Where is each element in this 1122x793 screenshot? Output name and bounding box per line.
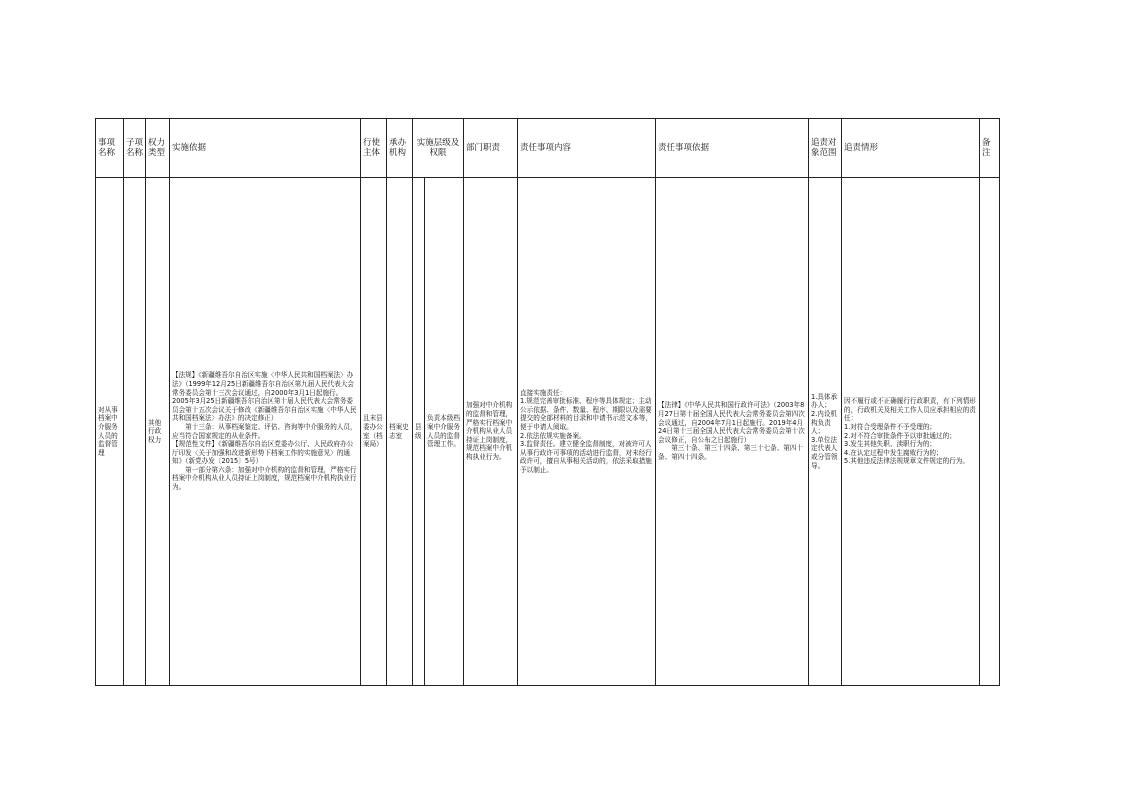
- header-resp-basis: 责任事项依据: [656, 119, 809, 178]
- cell-level-authority: 负责本级档案中介服务人员的监督管理工作。: [425, 178, 464, 686]
- power-responsibility-table: [95, 118, 1000, 686]
- header-remark: 备注: [980, 119, 1000, 178]
- cell-level-tier: 县级: [413, 178, 425, 686]
- cell-subject: 且末县委办公室（档案局）: [361, 178, 387, 686]
- cell-dept-duty: 加强对中介机构的监督和管理，严格实行档案中介机构从业人员持证上岗制度，规范档案中介机构执业行为。: [464, 178, 518, 686]
- table-row: [96, 178, 1000, 686]
- header-subject: 行使主体: [361, 119, 387, 178]
- responsibility-table-sheet: [95, 118, 999, 687]
- header-sub-item: 子项名称: [124, 119, 146, 178]
- header-resp-content: 责任事项内容: [518, 119, 656, 178]
- header-agency: 承办机构: [387, 119, 413, 178]
- header-item-name: 事项名称: [96, 119, 124, 178]
- cell-item-name: 对从事档案中介服务人员的监督管理: [96, 178, 124, 686]
- cell-sub-item: [124, 178, 146, 686]
- cell-remark: [980, 178, 1000, 686]
- header-dept-duty: 部门职责: [464, 119, 518, 178]
- cell-power-type: 其他行政权力: [146, 178, 170, 686]
- cell-resp-basis: 【法律】《中华人民共和国行政许可法》（2003年8月27日第十届全国人民代表大会常务委员会第四次会议通过，自2004年7月1日起施行。2019年4月24日第十三届全国人民代表大会常务委员会第十次会议修正，自公布之日起施行） 第三十条、第三十四条、第三十七条、第四十条、第四十四条。: [656, 178, 809, 686]
- header-level: 实施层级及权限: [413, 119, 464, 178]
- header-row: [96, 119, 1000, 178]
- cell-basis: 【法规】《新疆维吾尔自治区实施〈中华人民共和国档案法〉办法》（1999年12月25日新疆维吾尔自治区第九届人民代表大会常务委员会第十三次会议通过，自2000年3月1日起施行。2005年3月25日新疆维吾尔自治区第十届人民代表大会常务委员会第十五次会议关于修改《新疆维吾尔自治区实施〈中华人民共和国档案法〉办法》的决定修正） 第十三条：从事档案鉴定、评估、咨询等中介服务的人员，应当符合国家规定的从业条件。 【规范性文件】《新疆维吾尔自治区党委办公厅、人民政府办公厅印发〈关于加强和改进新形势下档案工作的实施意见〉的通知》（新党办发〔2015〕5号） 第一部分第六条：加强对中介机构的监督和管理，严格实行档案中介机构从业人员持证上岗制度，规范档案中介机构执业行为。: [170, 178, 361, 686]
- cell-scope: 1.具体承办人； 2.内设机构负责人； 3.单位法定代表人或分管领导。: [809, 178, 842, 686]
- header-scope: 追责对象范围: [809, 119, 842, 178]
- cell-agency: 档案史志室: [387, 178, 413, 686]
- header-power-type: 权力类型: [146, 119, 170, 178]
- header-basis: 实施依据: [170, 119, 361, 178]
- cell-resp-content: 直接实施责任： 1.规范完善审批标准、程序等具体规定；主动公示依据、条件、数量、程序、期限以及需要提交的全部材料的目录和申请书示范文本等，便于申请人阅取。 2.依法依规实施备案。 3.监督责任。建立健全监督制度，对被许可人从事行政许可事项的活动进行监督，对未经行政许可，擅自从事相关活动的，依法采取措施予以制止。: [518, 178, 656, 686]
- header-situation: 追责情形: [842, 119, 980, 178]
- cell-situation: 因不履行或不正确履行行政职责，有下列情形的，行政机关及相关工作人员应承担相应的责任： 1.对符合受理条件不予受理的； 2.对不符合审批条件予以审批通过的； 3.发生其他失职、渎职行为的； 4.在认定过程中发生腐败行为的； 5.其他违反法律法规规章文件规定的行为。: [842, 178, 980, 686]
